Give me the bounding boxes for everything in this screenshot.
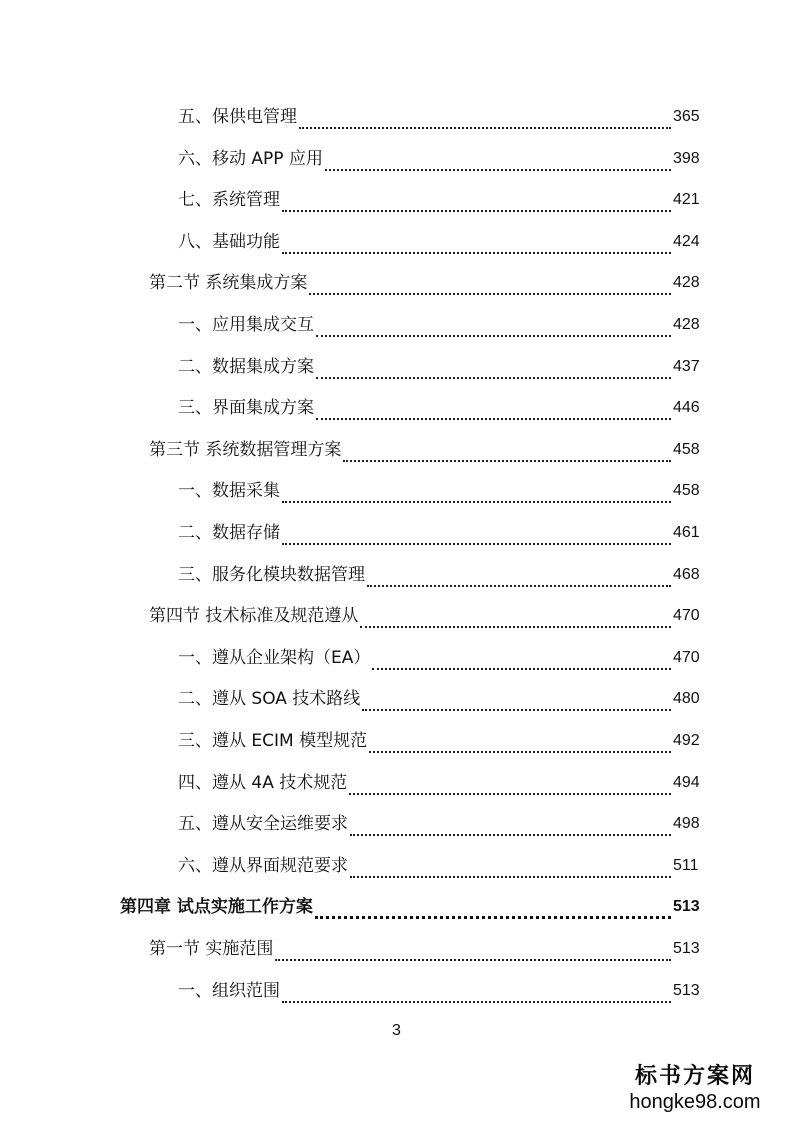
- toc-entry[interactable]: [0, 726, 793, 756]
- toc-entry-title: 二、数据存储: [178, 523, 280, 543]
- dot-leader: [316, 360, 671, 379]
- toc-entry-page: 446: [673, 399, 700, 416]
- toc-entry[interactable]: [0, 643, 793, 673]
- toc-entry-page: 492: [673, 732, 700, 749]
- watermark-logo: [605, 1062, 785, 1114]
- toc-entry-page: 458: [673, 482, 700, 499]
- toc-entry-page: 513: [673, 940, 700, 957]
- dot-leader: [325, 152, 671, 171]
- toc-entry[interactable]: [0, 809, 793, 839]
- toc-entry-page: 428: [673, 316, 700, 333]
- toc-entry-page: 513: [673, 898, 700, 915]
- toc-entry-title: 五、保供电管理: [178, 107, 297, 127]
- dot-leader: [369, 734, 671, 753]
- toc-entry-title: 二、遵从 SOA 技术路线: [178, 689, 361, 709]
- toc-entry-page: 437: [673, 358, 700, 375]
- toc-entry-title: 一、应用集成交互: [178, 315, 314, 335]
- dot-leader: [282, 193, 671, 212]
- toc-entry[interactable]: [0, 185, 793, 215]
- toc-entry-title: 一、数据采集: [178, 481, 280, 501]
- toc-entry-title: 第二节 系统集成方案: [149, 273, 308, 293]
- dot-leader: [350, 859, 671, 878]
- toc-entry[interactable]: [0, 102, 793, 132]
- dot-leader: [360, 609, 671, 628]
- page-number: 3: [392, 1022, 401, 1039]
- toc-entry-title: 一、组织范围: [178, 981, 280, 1001]
- toc-entry-title: 二、数据集成方案: [178, 357, 314, 377]
- toc-entry-page: 470: [673, 607, 700, 624]
- toc-entry[interactable]: [0, 518, 793, 548]
- dot-leader: [299, 110, 671, 129]
- toc-entry-title: 三、遵从 ECIM 模型规范: [178, 731, 368, 751]
- toc-entry-page: 428: [673, 274, 700, 291]
- watermark-url: hongke98.com: [629, 1091, 761, 1113]
- toc-entry-title: 五、遵从安全运维要求: [178, 814, 348, 834]
- toc-entry[interactable]: [0, 227, 793, 257]
- toc-entry[interactable]: [0, 310, 793, 340]
- toc-entry[interactable]: [0, 851, 793, 881]
- dot-leader: [350, 817, 671, 836]
- toc-entry-title: 三、服务化模块数据管理: [178, 565, 365, 585]
- watermark-title: 标书方案网: [634, 1063, 755, 1089]
- toc-entry-page: 480: [673, 690, 700, 707]
- toc-entry-title: 一、遵从企业架构（EA）: [178, 648, 371, 668]
- dot-leader: [315, 899, 671, 919]
- toc-entry-page: 421: [673, 191, 700, 208]
- toc-entry-title: 第一节 实施范围: [149, 939, 274, 959]
- toc-entry[interactable]: [0, 268, 793, 298]
- toc-entry-page: 511: [673, 857, 699, 874]
- dot-leader: [309, 276, 671, 295]
- toc-entry-title: 六、遵从界面规范要求: [178, 856, 348, 876]
- dot-leader: [316, 318, 671, 337]
- toc-entry[interactable]: [0, 435, 793, 465]
- dot-leader: [282, 526, 671, 545]
- dot-leader: [343, 443, 671, 462]
- toc-entry-title: 七、系统管理: [178, 190, 280, 210]
- toc-entry[interactable]: [0, 684, 793, 714]
- dot-leader: [282, 235, 671, 254]
- toc-entry[interactable]: [0, 892, 793, 922]
- dot-leader: [367, 568, 671, 587]
- toc-entry-page: 458: [673, 441, 700, 458]
- toc-entry-page: 398: [673, 150, 700, 167]
- toc-entry[interactable]: [0, 393, 793, 423]
- dot-leader: [282, 484, 671, 503]
- toc-entry-page: 424: [673, 233, 700, 250]
- toc-entry-title: 第四章 试点实施工作方案: [120, 897, 313, 917]
- toc-entry-title: 第三节 系统数据管理方案: [149, 440, 342, 460]
- toc-entry[interactable]: [0, 352, 793, 382]
- toc-entry-title: 第四节 技术标准及规范遵从: [149, 606, 359, 626]
- dot-leader: [275, 942, 671, 961]
- toc-entry-page: 461: [673, 524, 700, 541]
- toc-entry[interactable]: [0, 976, 793, 1006]
- dot-leader: [349, 776, 671, 795]
- toc-entry-page: 498: [673, 815, 700, 832]
- toc-entry-page: 470: [673, 649, 700, 666]
- toc-entry-page: 513: [673, 982, 700, 999]
- toc-entry-page: 468: [673, 566, 700, 583]
- toc-entry[interactable]: [0, 934, 793, 964]
- dot-leader: [316, 401, 671, 420]
- dot-leader: [362, 692, 671, 711]
- toc-entry[interactable]: [0, 476, 793, 506]
- dot-leader: [282, 984, 671, 1003]
- dot-leader: [372, 651, 671, 670]
- toc-entry-title: 八、基础功能: [178, 232, 280, 252]
- toc-entry-title: 四、遵从 4A 技术规范: [178, 773, 348, 793]
- toc-entry-title: 六、移动 APP 应用: [178, 149, 323, 169]
- toc-entry-title: 三、界面集成方案: [178, 398, 314, 418]
- toc-entry-page: 365: [673, 108, 700, 125]
- toc-entry[interactable]: [0, 144, 793, 174]
- toc-entry[interactable]: [0, 560, 793, 590]
- toc-entry[interactable]: [0, 768, 793, 798]
- toc-entry[interactable]: [0, 601, 793, 631]
- toc-entry-page: 494: [673, 774, 700, 791]
